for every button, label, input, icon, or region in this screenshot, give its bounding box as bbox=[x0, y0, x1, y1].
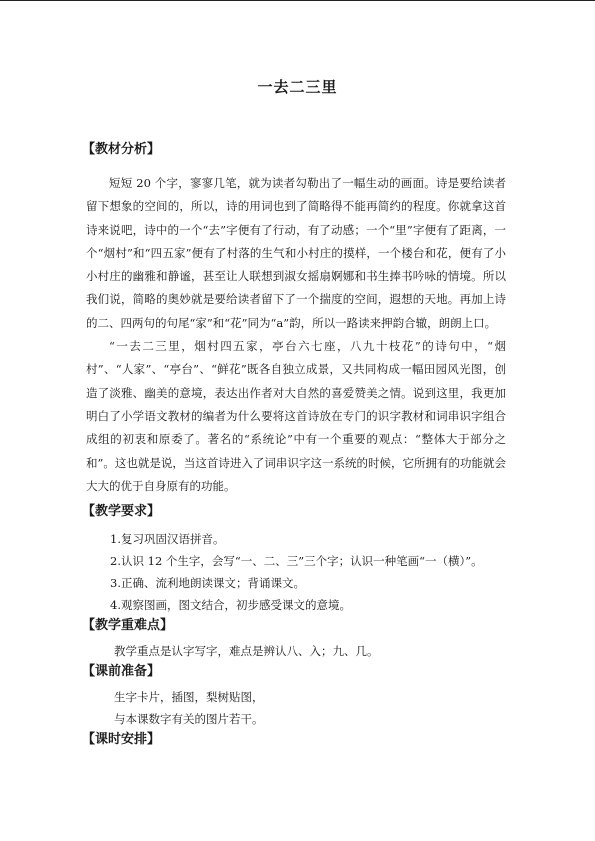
requirement-item: 2.认识 12 个生字，会写“一、二、三”三个字；认识一种笔画“一（横）”。 bbox=[110, 554, 483, 569]
heading-requirements: 【教学要求】 bbox=[82, 504, 161, 520]
heading-schedule: 【课时安排】 bbox=[82, 732, 161, 748]
requirement-item: 3.正确、流利地朗读课文；背诵课文。 bbox=[110, 576, 305, 591]
heading-preparation: 【课前准备】 bbox=[82, 664, 161, 680]
preparation-line: 生字卡片，插图，梨树贴图， bbox=[114, 690, 264, 705]
analysis-paragraph-1: 短短 20 个字，寥寥几笔，就为读者勾勒出了一幅生动的画面。诗是要给读者留下想象的空间的，所以，诗的用词也到了简略得不能再简约的程度。你就拿这首诗来说吧，诗中的一个“去”字便有了行动，有了动感；一个“里”字便有了距离，一个“烟村”和“四五家”便有了村落的生气和小村庄的摸样，一个楼台和花，便有了小小村庄的幽雅和静谧，甚至让人联想到淑女摇扇婀娜和书生捧书吟咏的情境。所以我们说，简略的奥妙就是要给读者留下了一个揣度的空间，遐想的天地。再加上诗的二、四两句的句尾“家”和“花”同为“a”韵，所以一路读来押韵合辙，朗朗上口。 bbox=[86, 176, 506, 330]
document-body bbox=[82, 140, 506, 750]
key-points-text: 教学重点是认字写字，难点是辨认八、入；九、几。 bbox=[114, 644, 379, 659]
heading-key-points: 【教学重难点】 bbox=[82, 618, 174, 634]
analysis-paragraph-2: “一去二三里，烟村四五家，亭台六七座，八九十枝花”的诗句中，“烟村”、“人家”、“亭台”、“鲜花”既各自独立成景，又共同构成一幅田园风光图，创造了淡雅、幽美的意境，表达出作者对大自然的喜爱赞美之情。说到这里，我更加明白了小学语文教材的编者为什么要将这首诗放在专门的识字教材和词串识字组合成组的初衷和原委了。著名的“系统论”中有一个重要的观点：“整体大于部分之和”。这也就是说，当这首诗进入了词串识字这一系统的时候，它所拥有的功能就会大大的优于自身原有的功能。 bbox=[86, 339, 506, 493]
heading-analysis: 【教材分析】 bbox=[82, 142, 161, 157]
requirement-item: 4.观察图画，图文结合，初步感受课文的意境。 bbox=[110, 598, 351, 613]
preparation-line: 与本课数字有关的图片若干。 bbox=[114, 712, 264, 727]
top-rule bbox=[0, 0, 595, 1]
requirement-item: 1.复习巩固汉语拼音。 bbox=[110, 532, 225, 547]
page-title: 一去二三里 bbox=[257, 78, 338, 96]
